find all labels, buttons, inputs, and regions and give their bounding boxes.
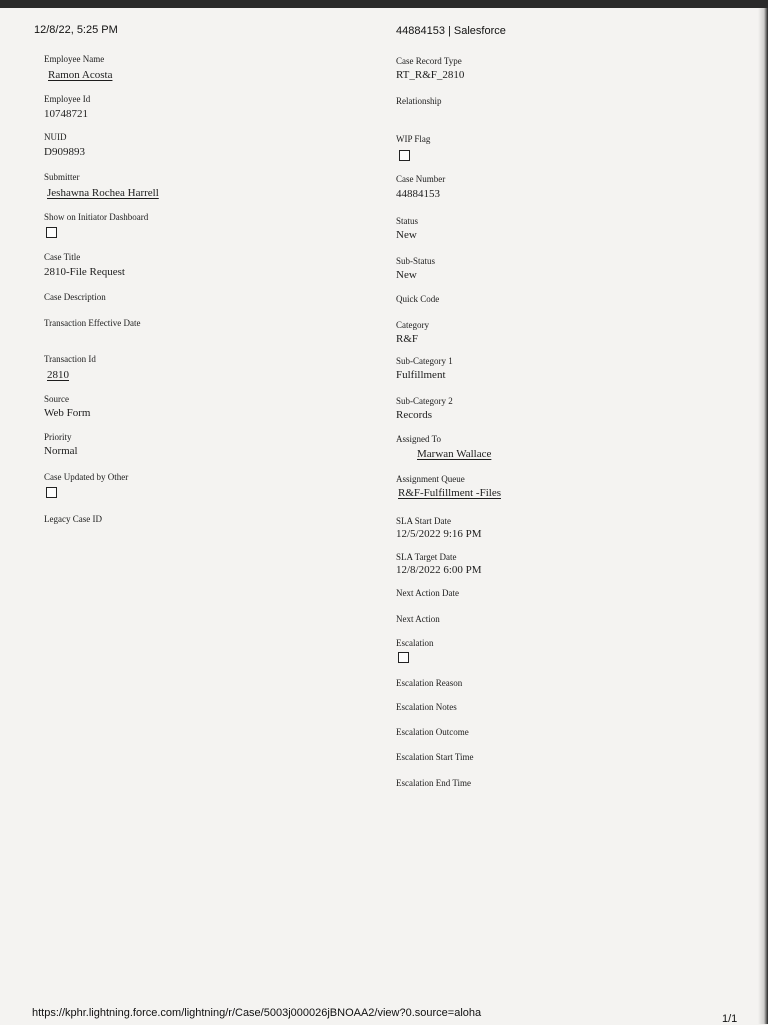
field-label: Escalation Start Time (396, 752, 474, 762)
field-label: Escalation Outcome (396, 727, 469, 737)
field-value: Normal (44, 445, 78, 457)
field-label: Transaction Id (44, 354, 96, 364)
field-label: Case Record Type (396, 56, 462, 66)
field-label: Sub-Status (396, 256, 436, 266)
field-label: NUID (44, 132, 67, 142)
field-label: SLA Start Date (396, 516, 451, 526)
field-label: Transaction Effective Date (44, 318, 141, 328)
print-page-number: 1/1 (722, 1013, 738, 1025)
field-value: 12/8/2022 6:00 PM (396, 564, 482, 576)
field-label: Employee Id (44, 94, 91, 104)
field-label: Priority (44, 432, 72, 442)
field-label: Legacy Case ID (44, 514, 102, 524)
field-label: Case Number (396, 174, 446, 184)
escalation-checkbox[interactable] (398, 652, 409, 663)
field-value: 2810-File Request (44, 266, 125, 278)
assignment-queue-link[interactable]: R&F-Fulfillment -Files (398, 487, 501, 499)
field-value: 44884153 (396, 188, 440, 200)
field-label: Escalation End Time (396, 778, 471, 788)
field-label: Quick Code (396, 294, 440, 304)
scan-right-edge (758, 8, 768, 1024)
field-label: Escalation (396, 638, 434, 648)
field-label: Show on Initiator Dashboard (44, 212, 149, 222)
field-label: SLA Target Date (396, 552, 457, 562)
field-label: Relationship (396, 96, 442, 106)
field-label: Case Title (44, 252, 81, 262)
field-value: New (396, 229, 417, 241)
case-updated-by-other-checkbox[interactable] (46, 487, 57, 498)
field-value: Fulfillment (396, 369, 446, 381)
field-value: Records (396, 409, 433, 421)
print-timestamp: 12/8/22, 5:25 PM (34, 24, 118, 36)
field-label: Escalation Reason (396, 678, 463, 688)
field-value: 10748721 (44, 108, 88, 120)
assigned-to-link[interactable]: Marwan Wallace (417, 448, 492, 460)
field-label: Next Action Date (396, 588, 459, 598)
field-label: Sub-Category 1 (396, 356, 453, 366)
print-title: 44884153 | Salesforce (396, 25, 506, 37)
field-label: Employee Name (44, 54, 105, 64)
field-label: Assigned To (396, 434, 441, 444)
field-label: Sub-Category 2 (396, 396, 453, 406)
field-value: 12/5/2022 9:16 PM (396, 528, 482, 540)
employee-name-link[interactable]: Ramon Acosta (48, 69, 113, 81)
field-value: New (396, 269, 417, 281)
field-label: Status (396, 216, 419, 226)
field-label: Source (44, 394, 69, 404)
field-label: Assignment Queue (396, 474, 465, 484)
show-on-dashboard-checkbox[interactable] (46, 227, 57, 238)
field-label: Case Updated by Other (44, 472, 129, 482)
print-url: https://kphr.lightning.force.com/lightning/r/Case/5003j000026jBNOAA2/view?0.source=aloha (32, 1007, 482, 1019)
field-label: Category (396, 320, 429, 330)
field-value: R&F (396, 333, 419, 345)
wip-flag-checkbox[interactable] (399, 150, 410, 161)
field-value: RT_R&F_2810 (396, 69, 465, 81)
field-label: WIP Flag (396, 134, 431, 144)
field-label: Next Action (396, 614, 440, 624)
submitter-link[interactable]: Jeshawna Rochea Harrell (47, 187, 159, 199)
scan-top-edge (0, 0, 768, 8)
transaction-id-link[interactable]: 2810 (47, 369, 69, 381)
field-value: D909893 (44, 146, 85, 158)
field-label: Escalation Notes (396, 702, 457, 712)
field-value: Web Form (44, 407, 91, 419)
field-label: Submitter (44, 172, 80, 182)
field-label: Case Description (44, 292, 106, 302)
